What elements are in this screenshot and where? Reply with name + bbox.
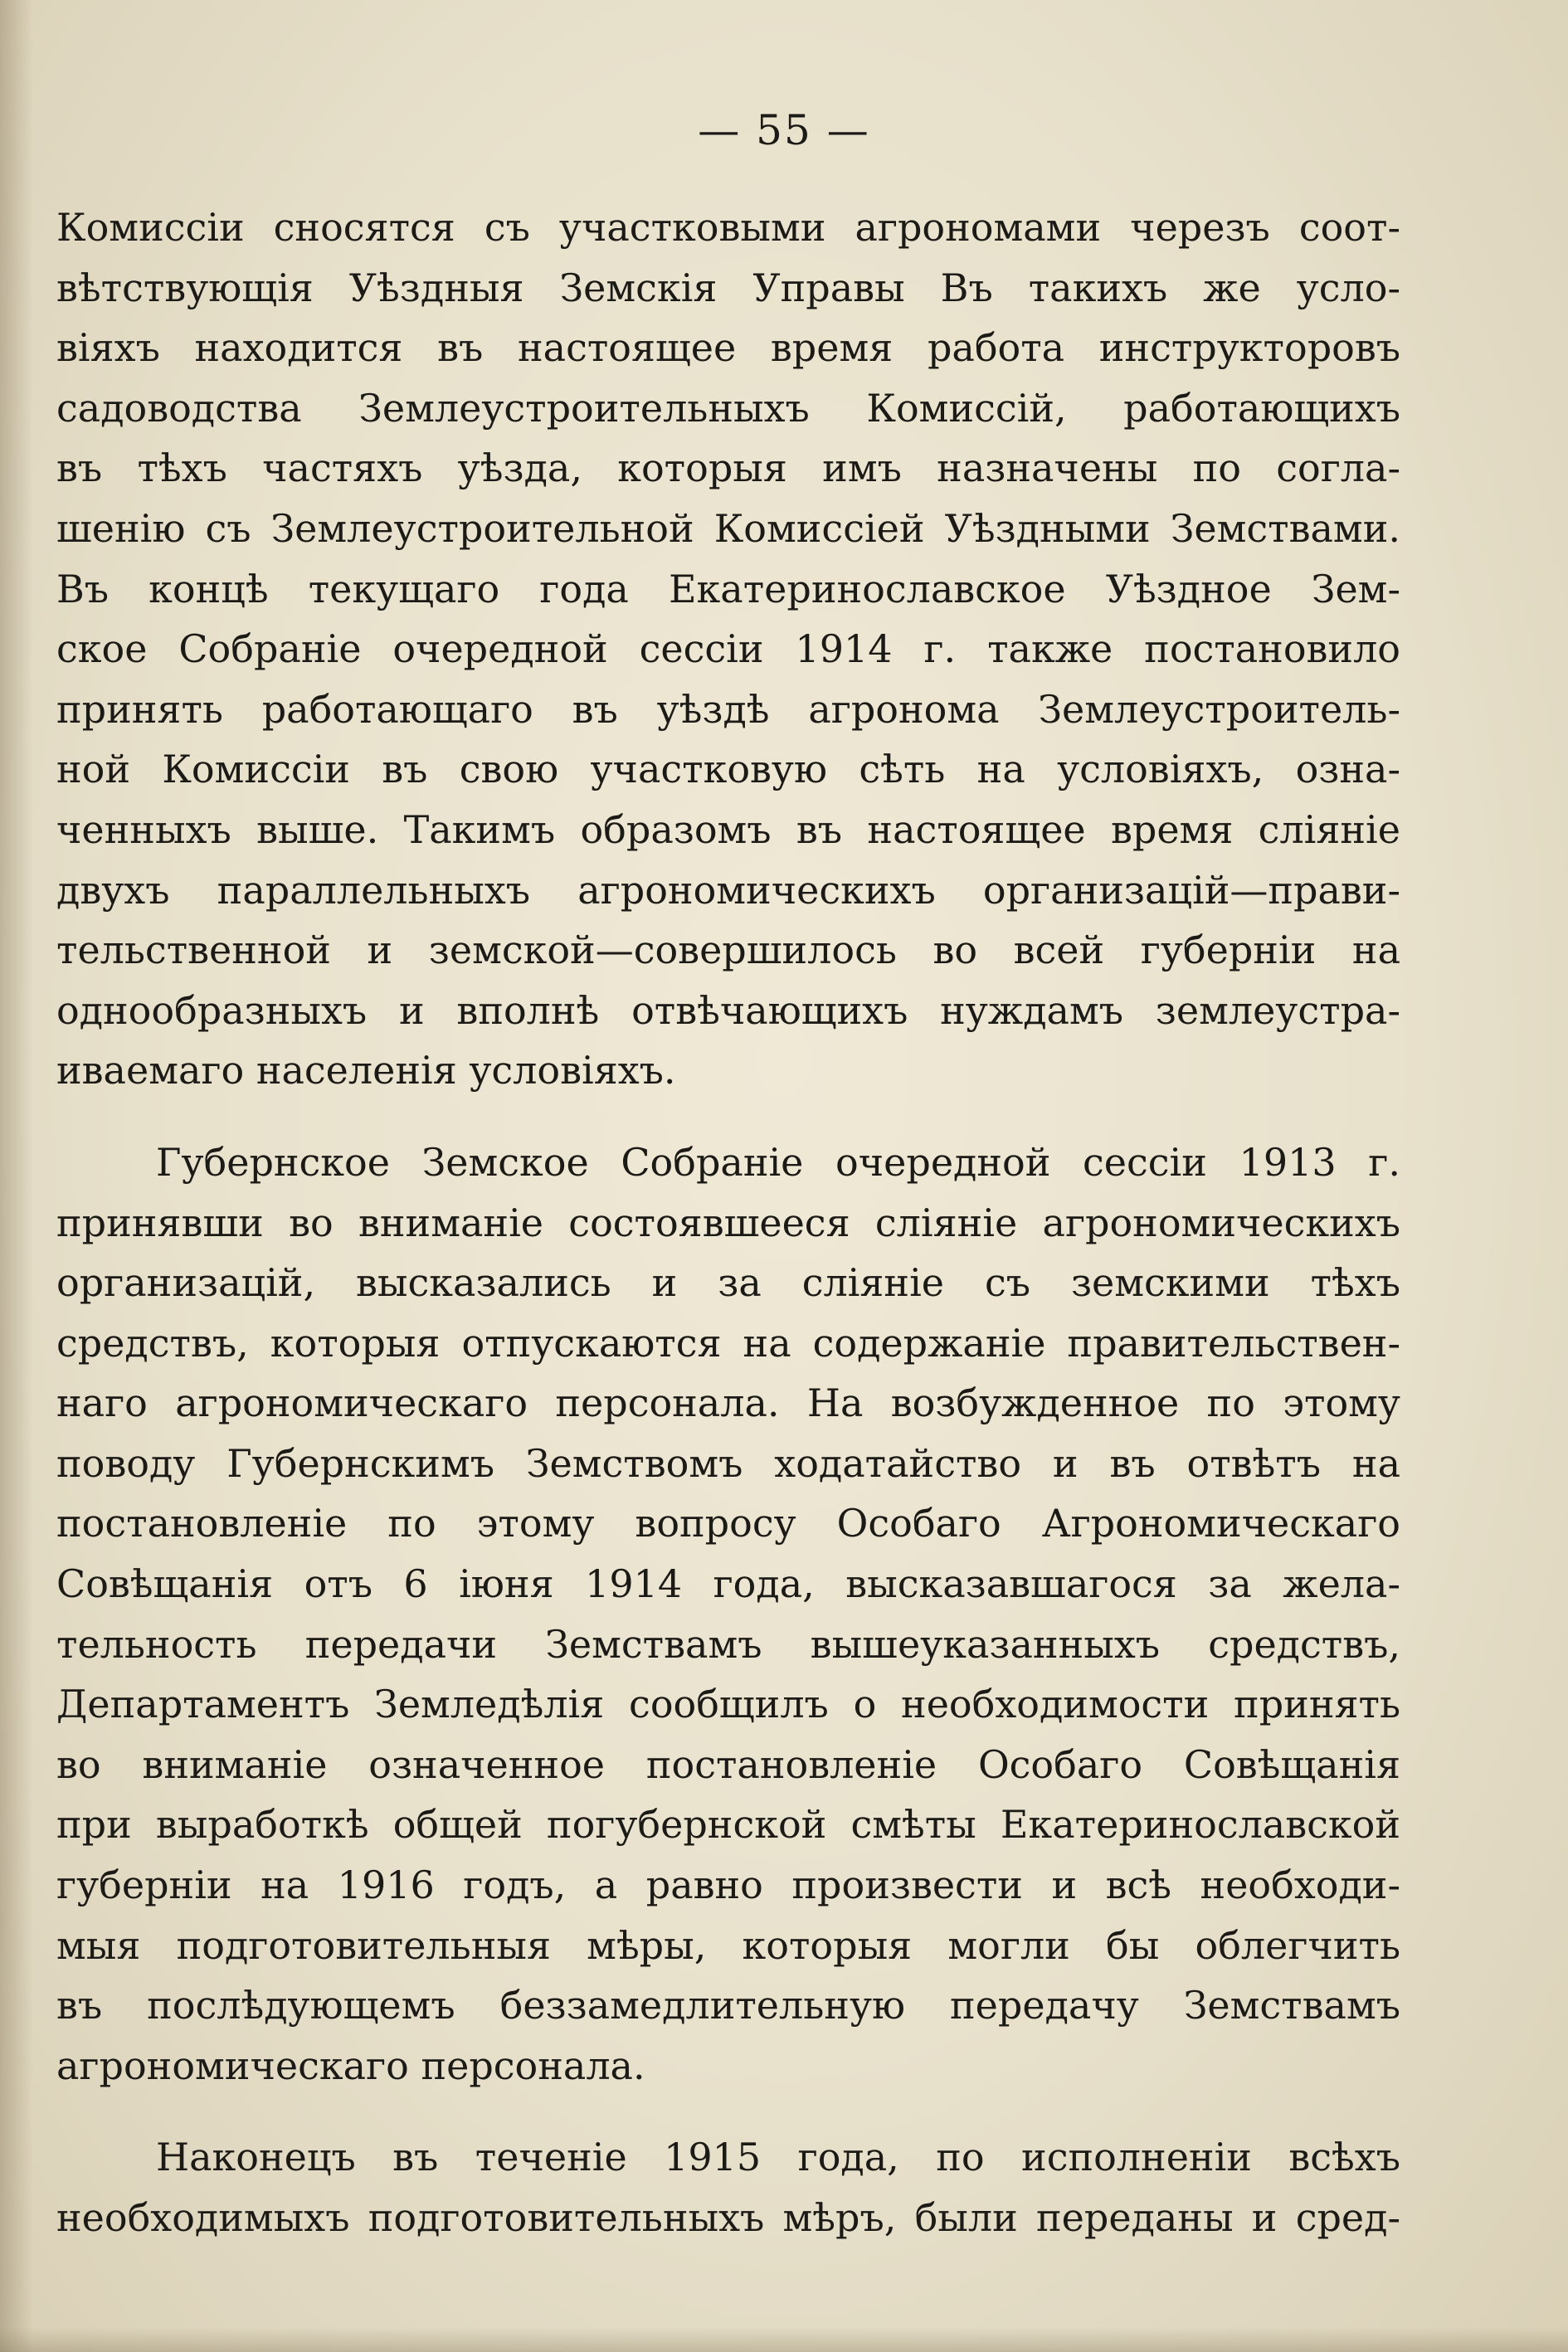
text-line: организацій, высказались и за сліяніе съ земскими тѣхъ — [56, 1260, 1400, 1306]
text-line: Департаментъ Земледѣлія сообщилъ о необходимости принять — [56, 1682, 1400, 1727]
text-line: при выработкѣ общей погубернской смѣты Екатеринославской — [56, 1802, 1400, 1848]
text-line: Комиссіи сносятся съ участковыми агрономами черезъ соот- — [56, 205, 1400, 250]
body-text — [56, 197, 1400, 2248]
text-line: ченныхъ выше. Такимъ образомъ въ настоящее время сліяніе — [56, 806, 1400, 852]
paragraph-3 — [56, 2127, 1400, 2247]
text-line: принять работающаго въ уѣздѣ агронома Землеустроитель- — [56, 686, 1400, 732]
page-bottom-shadow — [0, 2327, 1568, 2352]
text-line: во вниманіе означенное постановленіе Особаго Совѣщанія — [56, 1741, 1400, 1787]
text-line: Наконецъ въ теченіе 1915 года, по исполненіи всѣхъ — [156, 2135, 1400, 2180]
text-line: наго агрономическаго персонала. На возбужденное по этому — [56, 1381, 1400, 1426]
text-line: садоводства Землеустроительныхъ Комиссій, работающихъ — [56, 385, 1400, 431]
text-line: Губернское Земское Собраніе очередной сессіи 1913 г. — [156, 1139, 1400, 1185]
text-line: необходимыхъ подготовительныхъ мѣръ, были переданы и сред- — [56, 2195, 1400, 2240]
page-edge-shadow — [0, 0, 33, 2352]
text-line: Совѣщанія отъ 6 іюня 1914 года, высказавшагося за жела- — [56, 1561, 1400, 1607]
text-line: однообразныхъ и вполнѣ отвѣчающихъ нуждамъ землеустра- — [56, 987, 1400, 1033]
text-line: агрономическаго персонала. — [56, 2043, 645, 2088]
paragraph-gap — [56, 1101, 1400, 1132]
text-line: въ тѣхъ частяхъ уѣзда, которыя имъ назначены по согла- — [56, 446, 1400, 491]
text-line: ское Собраніе очередной сессіи 1914 г. также постановило — [56, 626, 1400, 672]
text-line: віяхъ находится въ настоящее время работа инструкторовъ — [56, 325, 1400, 371]
page-number: — 55 — — [698, 106, 870, 154]
text-line: постановленіе по этому вопросу Особаго Агрономическаго — [56, 1501, 1400, 1546]
text-line: ной Комиссіи въ свою участковую сѣть на условіяхъ, озна- — [56, 747, 1400, 792]
text-line: мыя подготовительныя мѣры, которыя могли бы облегчить — [56, 1922, 1400, 1968]
text-line: тельственной и земской—совершилось во всей губерніи на — [56, 928, 1400, 973]
paragraph-2 — [56, 1132, 1400, 2096]
text-line: вѣтствующія Уѣздныя Земскія Управы Въ такихъ же усло- — [56, 265, 1400, 310]
text-line: средствъ, которыя отпускаются на содержаніе правительствен- — [56, 1320, 1400, 1366]
text-line: въ послѣдующемъ беззамедлительную передачу Земствамъ — [56, 1983, 1400, 2028]
paragraph-gap — [56, 2096, 1400, 2127]
text-line: иваемаго населенія условіяхъ. — [56, 1048, 676, 1093]
text-line: Въ концѣ текущаго года Екатеринославское Уѣздное Зем- — [56, 566, 1400, 611]
text-line: шенію съ Землеустроительной Комиссіей Уѣздными Земствами. — [56, 505, 1400, 551]
text-line: поводу Губернскимъ Земствомъ ходатайство и въ отвѣтъ на — [56, 1440, 1400, 1486]
paragraph-1 — [56, 197, 1400, 1101]
text-line: принявши во вниманіе состоявшееся сліяніе агрономическихъ — [56, 1200, 1400, 1245]
text-line: тельность передачи Земствамъ вышеуказанныхъ средствъ, — [56, 1621, 1400, 1667]
text-line: губерніи на 1916 годъ, а равно произвести и всѣ необходи- — [56, 1863, 1400, 1908]
text-line: двухъ параллельныхъ агрономическихъ организацій—прави- — [56, 867, 1400, 913]
